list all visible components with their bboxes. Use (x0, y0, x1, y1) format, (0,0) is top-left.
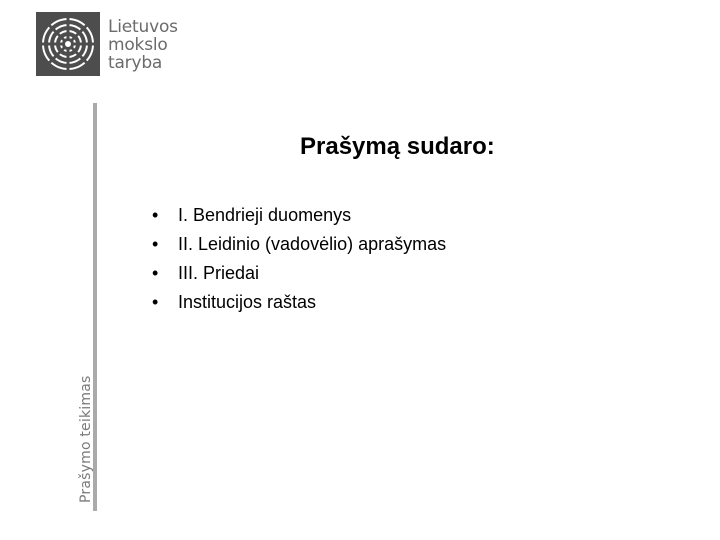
section-label: Prašymo teikimas (78, 375, 94, 503)
bullet-icon: • (152, 205, 159, 225)
logo-line: mokslo (108, 35, 168, 55)
list-item-text: II. Leidinio (vadovėlio) aprašymas (178, 234, 447, 254)
list-item (152, 261, 446, 290)
list-item (152, 290, 446, 319)
list-item-text: III. Priedai (178, 263, 260, 283)
logo-line: Lietuvos (108, 17, 178, 37)
logo-text (108, 18, 178, 72)
bullet-icon: • (152, 292, 159, 312)
bullet-list (152, 203, 446, 319)
bullet-icon: • (152, 263, 159, 283)
council-logo-icon (36, 12, 100, 76)
list-item-text: Institucijos raštas (178, 292, 317, 312)
list-item (152, 232, 446, 261)
list-item-text: I. Bendrieji duomenys (178, 205, 352, 225)
list-item (152, 203, 446, 232)
slide-title: Prašymą sudaro: (300, 133, 495, 160)
logo-line: taryba (108, 53, 163, 73)
bullet-icon: • (152, 234, 159, 254)
logo (36, 12, 178, 76)
